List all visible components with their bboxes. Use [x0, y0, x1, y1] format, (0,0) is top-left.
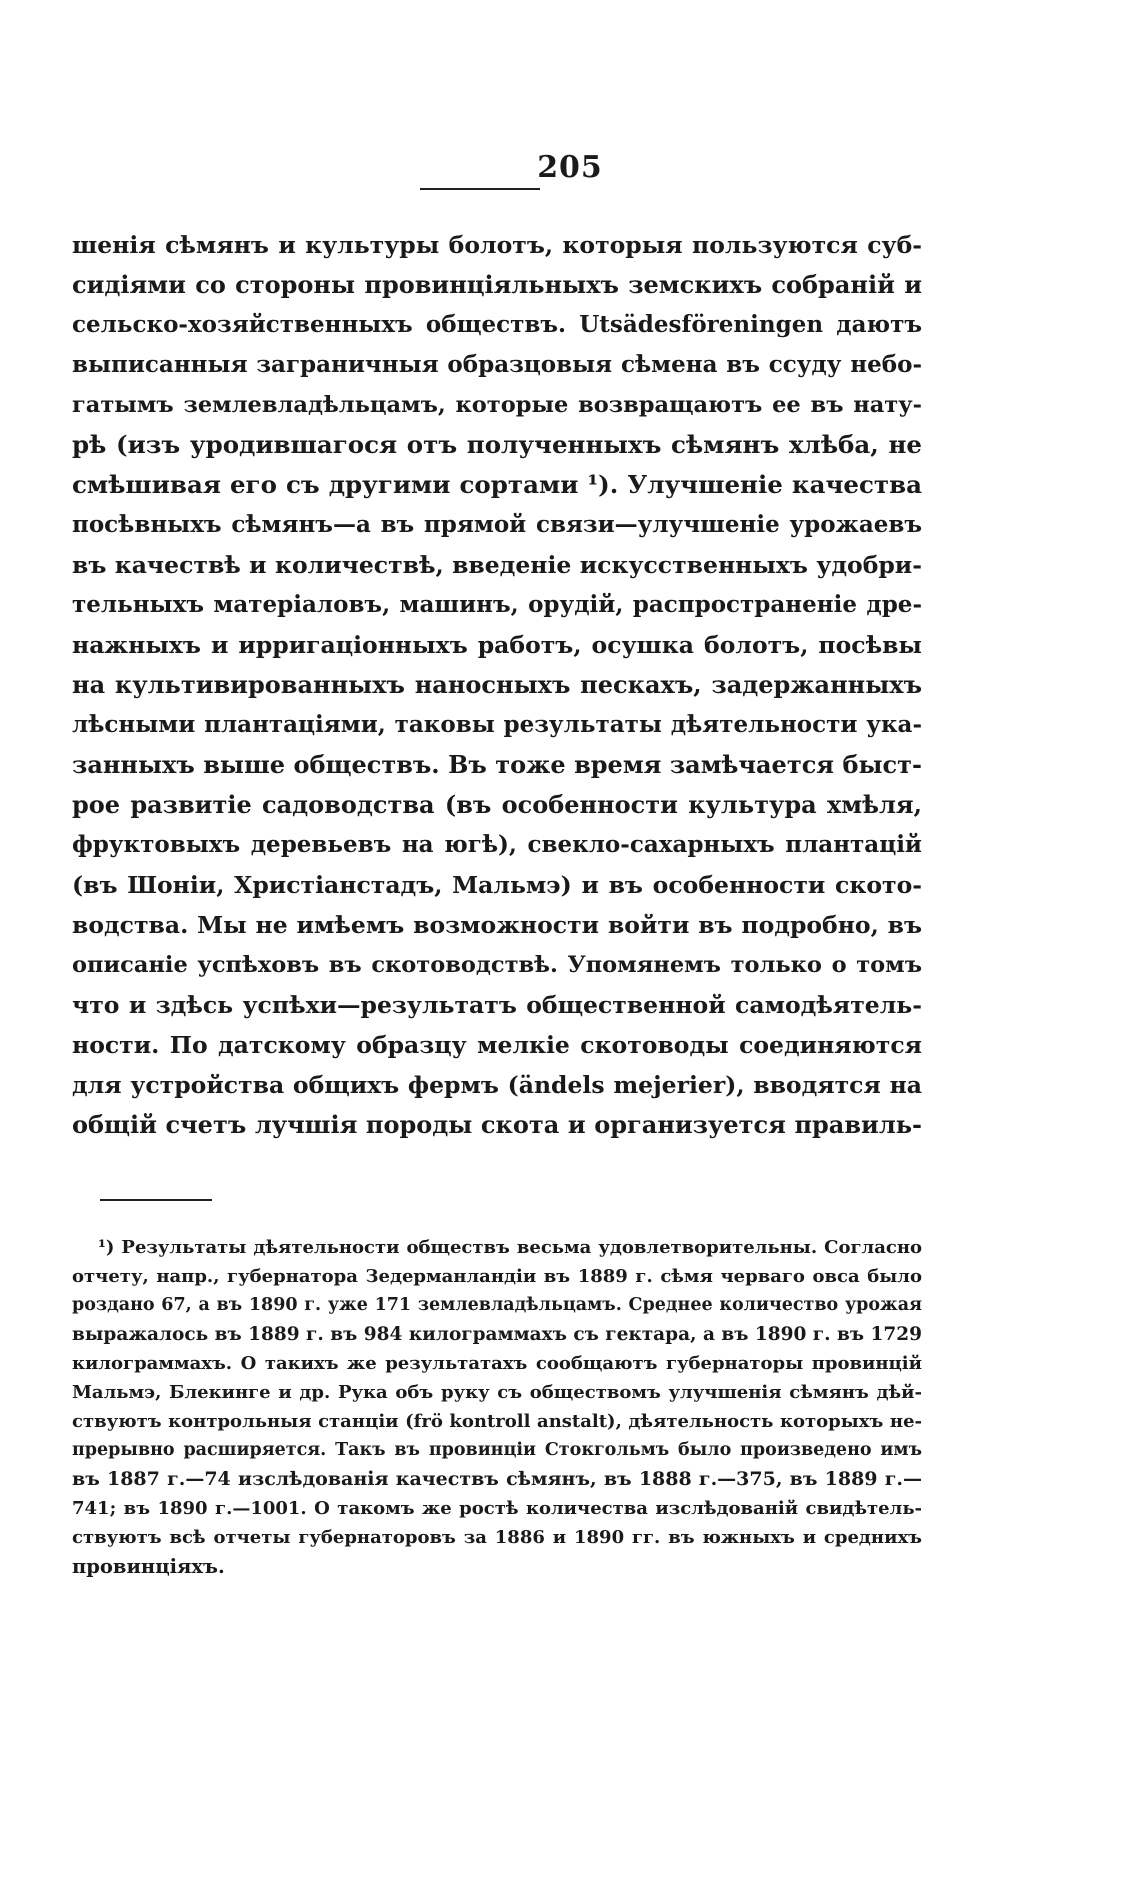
body-line: общій счетъ лучшія породы скота и организуется правиль- [72, 1110, 922, 1139]
footnote-line: отчету, напр., губернатора Зедерманландіи въ 1889 г. сѣмя черваго овса было [72, 1266, 922, 1287]
body-line: шенія сѣмянъ и культуры болотъ, которыя пользуются суб- [72, 231, 922, 259]
footnote-line: ствуютъ всѣ отчеты губернаторовъ за 1886 и 1890 гг. въ южныхъ и среднихъ [72, 1527, 922, 1548]
body-line: нажныхъ и ирригаціонныхъ работъ, осушка болотъ, посѣвы [72, 631, 922, 659]
page-number-rule [420, 188, 540, 190]
body-line: выписанныя заграничныя образцовыя сѣмена въ ссуду небо- [72, 351, 922, 378]
footnote-line: Мальмэ, Блекинге и др. Рука объ руку съ обществомъ улучшенія сѣмянъ дѣй- [72, 1382, 922, 1403]
body-line: водства. Мы не имѣемъ возможности войти въ подробно, въ [72, 911, 922, 939]
body-line: описаніе успѣховъ въ скотоводствѣ. Упомянемъ только о томъ [72, 952, 922, 978]
main-text [72, 225, 922, 1145]
footnote-line: прерывно расширяется. Такъ въ провинціи Стокгольмъ было произведено имъ [72, 1440, 922, 1460]
body-line: тельныхъ матеріаловъ, машинъ, орудій, распространеніе дре- [72, 591, 922, 618]
body-line: рое развитіе садоводства (въ особенности культура хмѣля, [72, 790, 922, 819]
footnote-line: провинціяхъ. [72, 1555, 225, 1578]
body-line: смѣшивая его съ другими сортами ¹). Улучшеніе качества [72, 470, 922, 499]
body-line: въ качествѣ и количествѣ, введеніе искусственныхъ удобри- [72, 551, 922, 579]
body-line: посѣвныхъ сѣмянъ—а въ прямой связи—улучшеніе урожаевъ [72, 511, 922, 538]
footnote-line: роздано 67, а въ 1890 г. уже 171 землевладѣльцамъ. Среднее количество урожая [72, 1295, 922, 1315]
body-line: лѣсными плантаціями, таковы результаты дѣятельности ука- [72, 711, 922, 738]
footnote-line: выражалось въ 1889 г. въ 984 килограммахъ съ гектара, а въ 1890 г. въ 1729 [72, 1324, 922, 1345]
body-line: гатымъ землевладѣльцамъ, которые возвращаютъ ее въ нату- [72, 392, 922, 418]
body-line: (въ Шоніи, Христіанстадъ, Мальмэ) и въ особенности ското- [72, 871, 922, 899]
body-line: ности. По датскому образцу мелкіе скотоводы соединяются [72, 1031, 922, 1059]
footnote-block [72, 1233, 922, 1581]
footnote-line: ¹) Результаты дѣятельности обществъ весьма удовлетворительны. Согласно [98, 1237, 922, 1258]
body-line: что и здѣсь успѣхи—результатъ общественной самодѣятель- [72, 991, 922, 1019]
body-line: рѣ (изъ уродившагося отъ полученныхъ сѣмянъ хлѣба, не [72, 430, 922, 459]
footnote-line: 741; въ 1890 г.—1001. О такомъ же ростѣ количества изслѣдованій свидѣтель- [72, 1498, 922, 1519]
body-line: для устройства общихъ фермъ (ändels mejerier), вводятся на [72, 1071, 922, 1099]
footnote-line: ствуютъ контрольныя станціи (frö kontroll anstalt), дѣятельность которыхъ не- [72, 1411, 922, 1432]
body-line: на культивированныхъ наносныхъ пескахъ, задержанныхъ [72, 670, 922, 699]
body-line: сидіями со стороны провинціяльныхъ земскихъ собраній и [72, 270, 922, 299]
footnote-separator [100, 1199, 212, 1201]
body-line: фруктовыхъ деревьевъ на югѣ), свекло-сахарныхъ плантацій [72, 831, 922, 858]
page-number: 205 [537, 150, 603, 185]
footnote-line: килограммахъ. О такихъ же результатахъ сообщаютъ губернаторы провинцій [72, 1353, 922, 1374]
body-line: занныхъ выше обществъ. Въ тоже время замѣчается быст- [72, 750, 922, 779]
footnote-line: въ 1887 г.—74 изслѣдованія качествъ сѣмянъ, въ 1888 г.—375, въ 1889 г.— [72, 1468, 922, 1490]
body-line: сельско-хозяйственныхъ обществъ. Utsädesföreningen даютъ [72, 311, 922, 338]
